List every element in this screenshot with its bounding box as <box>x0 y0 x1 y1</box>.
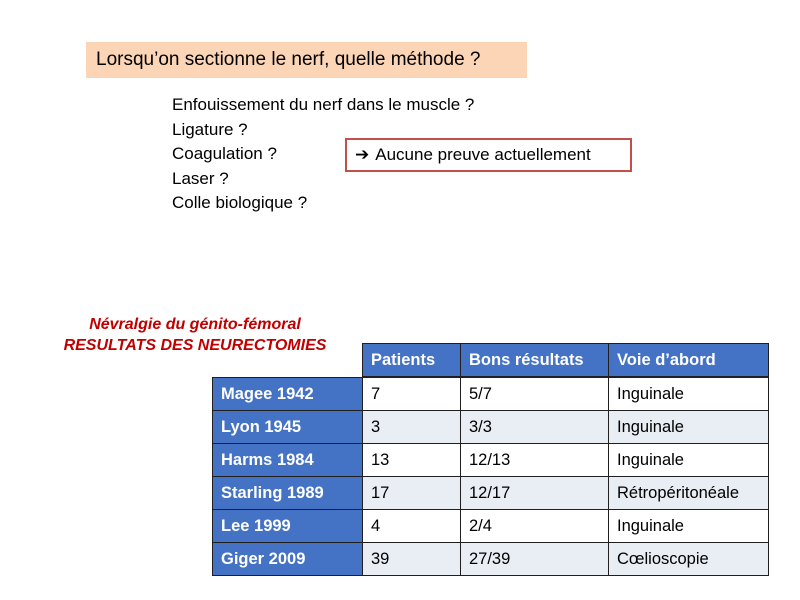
table-row <box>213 510 769 543</box>
answer-box <box>345 138 632 172</box>
column-header-voie-abord: Voie d’abord <box>609 344 769 377</box>
patients-cell: 4 <box>363 510 461 543</box>
bons-resultats-cell: 5/7 <box>461 378 609 411</box>
column-header-patients: Patients <box>363 344 461 377</box>
study-cell: Starling 1989 <box>213 477 363 510</box>
option-item: Coagulation ? <box>172 144 277 163</box>
question-banner <box>86 42 527 78</box>
patients-cell: 13 <box>363 444 461 477</box>
voie-abord-cell: Cœlioscopie <box>609 543 769 576</box>
study-cell: Giger 2009 <box>213 543 363 576</box>
table-row <box>213 444 769 477</box>
table-row <box>213 378 769 411</box>
study-cell: Lyon 1945 <box>213 411 363 444</box>
table-title-line1: Névralgie du génito-fémoral <box>89 316 301 333</box>
option-item: Enfouissement du nerf dans le muscle ? <box>172 95 475 114</box>
option-item: Ligature ? <box>172 119 248 139</box>
bons-resultats-cell: 12/17 <box>461 477 609 510</box>
voie-abord-cell: Inguinale <box>609 510 769 543</box>
arrow-right-icon: ➔ <box>355 145 370 164</box>
table-row <box>213 543 769 576</box>
study-cell: Harms 1984 <box>213 444 363 477</box>
bons-resultats-cell: 27/39 <box>461 543 609 576</box>
option-item: Laser ? <box>172 168 229 188</box>
bons-resultats-cell: 3/3 <box>461 411 609 444</box>
results-table <box>212 377 769 576</box>
bons-resultats-cell: 2/4 <box>461 510 609 543</box>
patients-cell: 17 <box>363 477 461 510</box>
bons-resultats-cell: 12/13 <box>461 444 609 477</box>
patients-cell: 3 <box>363 411 461 444</box>
voie-abord-cell: Inguinale <box>609 378 769 411</box>
question-text: Lorsqu’on sectionne le nerf, quelle méthode ? <box>96 49 481 70</box>
study-cell: Lee 1999 <box>213 510 363 543</box>
table-row <box>213 477 769 510</box>
results-table-header <box>362 343 769 377</box>
table-title-line2: RESULTATS DES NEURECTOMIES <box>63 337 327 354</box>
table-title <box>40 314 350 356</box>
option-item: Colle biologique ? <box>172 193 308 212</box>
patients-cell: 7 <box>363 378 461 411</box>
voie-abord-cell: Inguinale <box>609 444 769 477</box>
patients-cell: 39 <box>363 543 461 576</box>
answer-text: Aucune preuve actuellement <box>375 145 591 164</box>
voie-abord-cell: Inguinale <box>609 411 769 444</box>
study-cell: Magee 1942 <box>213 378 363 411</box>
header-row <box>363 344 769 377</box>
table-row <box>213 411 769 444</box>
column-header-bons-resultats: Bons résultats <box>461 344 609 377</box>
voie-abord-cell: Rétropéritonéale <box>609 477 769 510</box>
